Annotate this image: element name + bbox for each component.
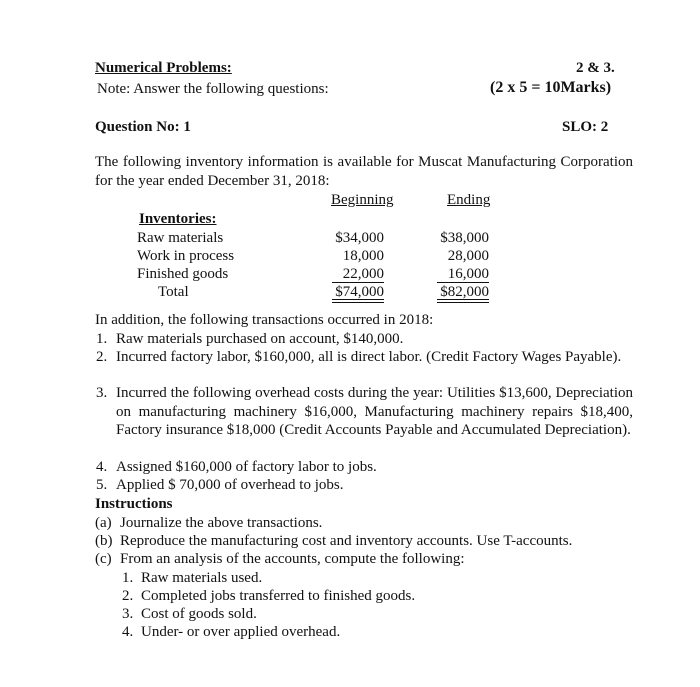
row-ending-value: $38,000 — [440, 230, 489, 246]
slo-label: SLO: 2 — [562, 119, 609, 135]
row-beginning-value: 18,000 — [342, 248, 384, 264]
row-ending-value: $82,000 — [440, 284, 489, 300]
row-beginning-value: $74,000 — [335, 284, 384, 300]
inventories-heading: Inventories: — [139, 211, 217, 227]
marks-text: (2 x 5 = 10Marks) — [490, 79, 612, 96]
transaction-item: Incurred factory labor, $160,000, all is direct labor. (Credit Factory Wages Payable). — [116, 349, 622, 365]
sub-instruction-item: Raw materials used. — [141, 570, 263, 586]
total-double-rule — [332, 299, 384, 303]
instruction-item: Reproduce the manufacturing cost and inventory accounts. Use T-accounts. — [120, 533, 573, 549]
instruction-item: From an analysis of the accounts, compute the following: — [120, 551, 465, 567]
list-number: 3. — [122, 606, 134, 622]
transaction-item: Raw materials purchased on account, $140,000. — [116, 331, 404, 347]
sub-instruction-item: Under- or over applied overhead. — [141, 624, 341, 640]
instructions-heading: Instructions — [95, 496, 173, 512]
total-double-rule — [437, 299, 489, 303]
list-number: 4. — [96, 459, 108, 475]
row-beginning-value: 22,000 — [342, 266, 384, 282]
list-number: 3. — [96, 385, 108, 401]
sub-instruction-item: Completed jobs transferred to finished goods. — [141, 588, 416, 604]
transaction-item: Applied $ 70,000 of overhead to jobs. — [116, 477, 344, 493]
list-number: 4. — [122, 624, 134, 640]
transaction-item: Incurred the following overhead costs during the year: Utilities $13,600, Depreciation on manufacturing machinery $16,000, Manufacturing machinery repairs $18,400, Factory insurance $18,000 (Credit Accounts Payable and Accumulated Depreciation). — [116, 385, 633, 438]
intro-paragraph: The following inventory information is available for Muscat Manufacturing Corporation for the year ended December 31, 2018: — [95, 154, 633, 189]
list-number: 2. — [122, 588, 134, 604]
section-title: Numerical Problems: — [95, 60, 232, 76]
row-label: Finished goods — [137, 266, 229, 282]
note-text: Note: Answer the following questions: — [97, 81, 329, 97]
question-numbers: 2 & 3. — [576, 60, 615, 76]
row-beginning-value: $34,000 — [335, 230, 384, 246]
instruction-label: (b) — [95, 533, 113, 549]
row-ending-value: 16,000 — [447, 266, 489, 282]
row-label: Total — [158, 284, 189, 300]
list-number: 2. — [96, 349, 108, 365]
instruction-item: Journalize the above transactions. — [120, 515, 323, 531]
list-number: 1. — [96, 331, 108, 347]
row-ending-value: 28,000 — [447, 248, 489, 264]
instruction-label: (c) — [95, 551, 112, 567]
col-header-ending: Ending — [447, 192, 491, 208]
instruction-label: (a) — [95, 515, 112, 531]
row-label: Work in process — [137, 248, 235, 264]
transactions-intro: In addition, the following transactions occurred in 2018: — [95, 312, 434, 328]
list-number: 1. — [122, 570, 134, 586]
sub-instruction-item: Cost of goods sold. — [141, 606, 257, 622]
row-label: Raw materials — [137, 230, 224, 246]
list-number: 5. — [96, 477, 108, 493]
question-label: Question No: 1 — [95, 119, 191, 135]
transaction-item: Assigned $160,000 of factory labor to jobs. — [116, 459, 377, 475]
col-header-beginning: Beginning — [331, 192, 394, 208]
